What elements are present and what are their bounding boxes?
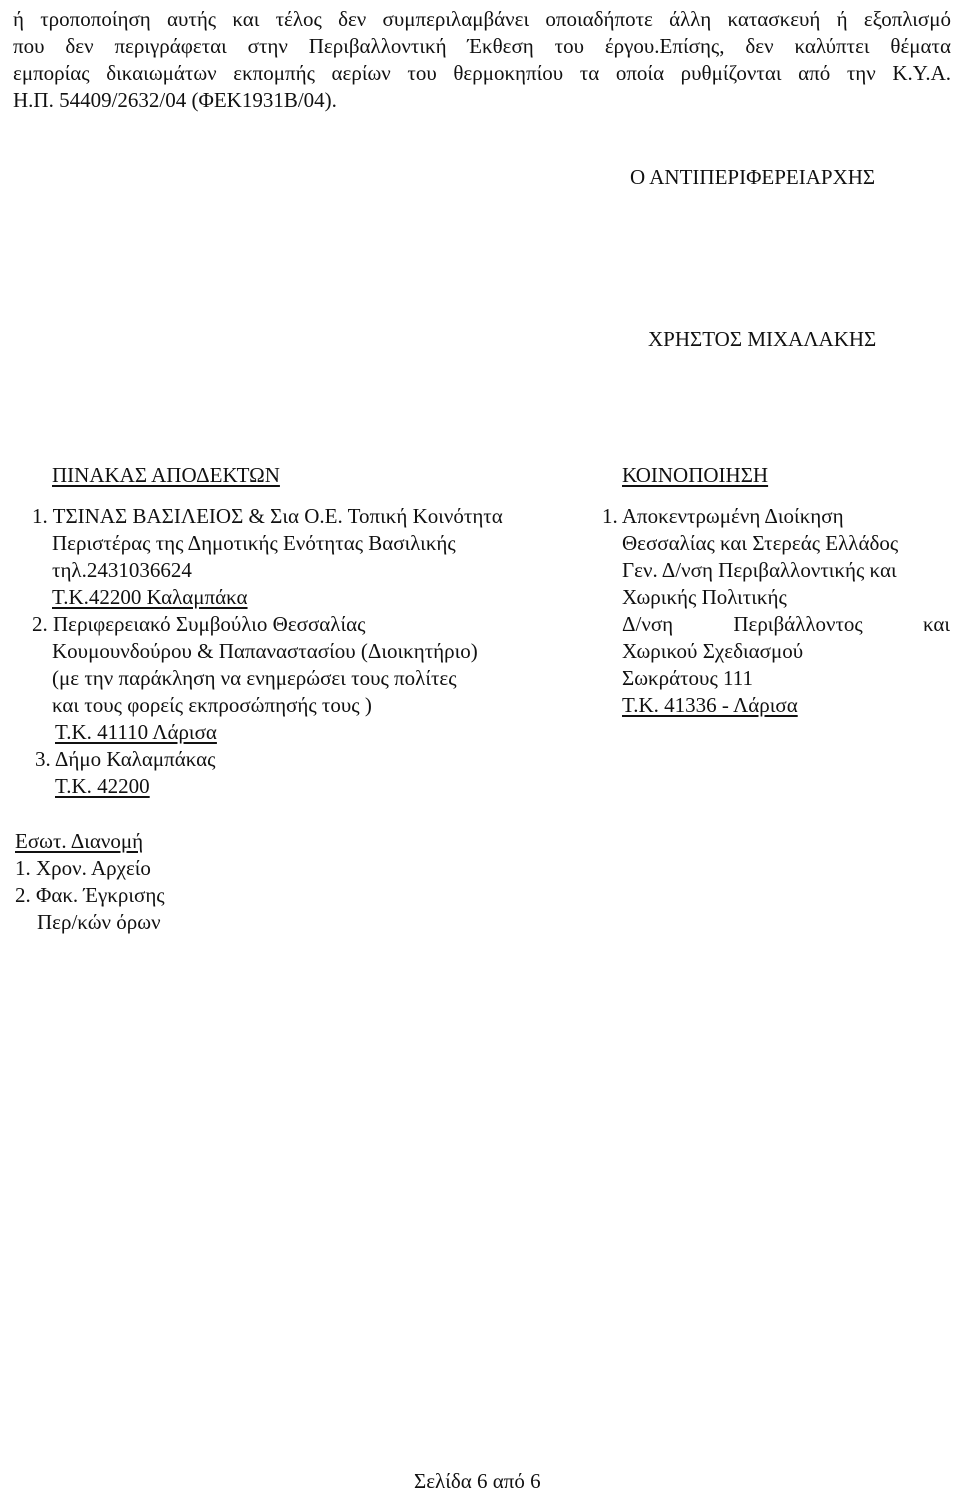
notification-line: Θεσσαλίας και Στερεάς Ελλάδος (622, 531, 899, 555)
notification-line: Σωκράτους 111 (622, 666, 753, 690)
recipients-heading: ΠΙΝΑΚΑΣ ΑΠΟΔΕΚΤΩΝ (52, 463, 280, 487)
internal-line: 1. Χρον. Αρχείο (15, 856, 151, 880)
recipient-line: τηλ.2431036624 (52, 558, 192, 582)
signatory-name: ΧΡΗΣΤΟΣ ΜΙΧΑΛΑΚΗΣ (648, 327, 877, 351)
recipient-line: Τ.Κ. 41110 Λάρισα (55, 720, 217, 744)
notification-line: Χωρικού Σχεδιασμού (622, 639, 804, 663)
intro-line-4: Η.Π. 54409/2632/04 (ΦΕΚ1931Β/04). (13, 88, 337, 112)
recipient-line: Κουμουνδούρου & Παπαναστασίου (Διοικητήριο) (52, 639, 478, 663)
recipient-line: Περιστέρας της Δημοτικής Ενότητας Βασιλικής (52, 531, 456, 555)
intro-line-1: ή τροποποίηση αυτής και τέλος δεν συμπεριλαμβάνει οποιαδήποτε άλλη κατασκευή ή εξοπλισμό (13, 7, 951, 31)
recipient-line: 1. ΤΣΙΝΑΣ ΒΑΣΙΛΕΙΟΣ & Σια Ο.Ε. Τοπική Κοινότητα (32, 504, 503, 528)
page-number: Σελίδα 6 από 6 (414, 1469, 541, 1493)
notification-line: Χωρικής Πολιτικής (622, 585, 787, 609)
recipient-line: (με την παράκληση να ενημερώσει τους πολίτες (52, 666, 457, 690)
notification-heading: ΚΟΙΝΟΠΟΙΗΣΗ (622, 463, 769, 487)
internal-line: 2. Φακ. Έγκρισης (15, 883, 165, 907)
internal-distribution-heading: Εσωτ. Διανομή (15, 829, 144, 853)
recipient-line: Τ.Κ.42200 Καλαμπάκα (52, 585, 248, 609)
recipient-line: Τ.Κ. 42200 (55, 774, 150, 798)
recipient-line: και τους φορείς εκπροσώπησής τους ) (52, 693, 372, 717)
intro-line-3: εμπορίας δικαιωμάτων εκπομπής αερίων του θερμοκηπίου τα οποία ρυθμίζονται από την Κ.Υ.Α. (13, 61, 951, 85)
notification-line: 1. Αποκεντρωμένη Διοίκηση (602, 504, 844, 528)
internal-line: Περ/κών όρων (37, 910, 161, 934)
notification-line: Γεν. Δ/νση Περιβαλλοντικής και (622, 558, 897, 582)
intro-line-2: που δεν περιγράφεται στην Περιβαλλοντική Έκθεση του έργου.Επίσης, δεν καλύπτει θέματα (13, 34, 951, 58)
notification-line: Δ/νση Περιβάλλοντος και (622, 612, 950, 636)
recipient-line: 3. Δήμο Καλαμπάκας (35, 747, 216, 771)
notification-line: Τ.Κ. 41336 - Λάρισα (622, 693, 798, 717)
signatory-title: Ο ΑΝΤΙΠΕΡΙΦΕΡΕΙΑΡΧΗΣ (630, 165, 876, 189)
recipient-line: 2. Περιφερειακό Συμβούλιο Θεσσαλίας (32, 612, 366, 636)
